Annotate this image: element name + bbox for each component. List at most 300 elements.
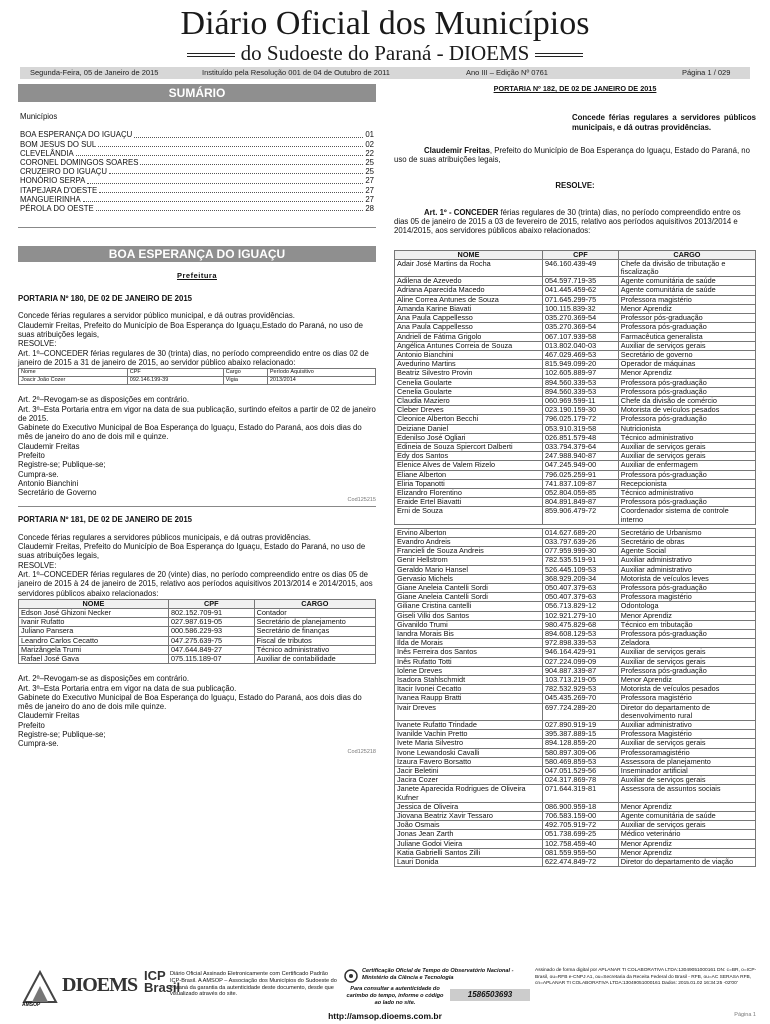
table-cell: Professora pós-graduação: [618, 498, 755, 507]
table-cell: 859.906.479-72: [543, 507, 619, 524]
table-cell: Assessora de assuntos sociais: [618, 785, 755, 802]
table-cell: Auxiliar administrativo: [618, 721, 755, 730]
p182-preamble-text: , Prefeito do Município de Boa Esperança do Iguaçu, Estado do Paraná, no uso de suas atribuições legais,: [394, 145, 750, 165]
table-cell: Professora pós-graduação: [618, 630, 755, 639]
summary-item: [20, 140, 374, 149]
table-cell: 804.891.849-87: [543, 498, 619, 507]
table-cell: Auxiliar administrativo: [618, 556, 755, 565]
table-cell: Diretor do departamento de desenvolvimento rural: [618, 703, 755, 720]
table-header-cell: CARGO: [254, 599, 375, 608]
summary-item-leader: [140, 158, 363, 165]
table-cell: Ervino Alberton: [395, 528, 543, 537]
p180-ementa: Concede férias regulares a servidor público municipal, e dá outras providências.: [18, 311, 295, 321]
divider: [18, 506, 376, 507]
table-cell: 102.921.279-10: [543, 611, 619, 620]
table-cell: 815.949.099-20: [543, 360, 619, 369]
table-cell: Menor Aprendiz: [618, 676, 755, 685]
table-row: [395, 858, 756, 867]
table-cell: Izaura Favero Borsatto: [395, 757, 543, 766]
table-cell: Agente Social: [618, 547, 755, 556]
table-cell: Motorista de veículos pesados: [618, 406, 755, 415]
table-cell: 980.475.829-68: [543, 620, 619, 629]
signature-line: Claudemir Freitas: [18, 441, 80, 451]
table-cell: Secretário de governo: [618, 350, 755, 359]
table-cell: Cleonice Alberton Becchi: [395, 415, 543, 424]
table-cell: Professora pós-graduação: [618, 415, 755, 424]
table-cell: 946.160.439-49: [543, 259, 619, 276]
table-cell: 054.597.719-35: [543, 277, 619, 286]
table-cell: 027.987.619-05: [168, 618, 254, 627]
table-cell: Inseminador artificial: [618, 767, 755, 776]
signature-line: Registre-se; Publique-se;: [18, 460, 106, 470]
table-cell: Edson José Ghizoni Necker: [19, 609, 169, 618]
table-cell: Jonas Jean Zarth: [395, 830, 543, 839]
table-cell: 026.851.579-48: [543, 433, 619, 442]
footer-page-label: Página 1: [734, 1012, 756, 1018]
table-cell: Adair José Martins da Rocha: [395, 259, 543, 276]
table-cell: Professora pós-graduação: [618, 387, 755, 396]
portaria-182-title: PORTARIA Nº 182, DE 02 DE JANEIRO DE 2015: [493, 84, 657, 93]
table-cell: Nutricionista: [618, 424, 755, 433]
table-cell: Recepcionista: [618, 479, 755, 488]
table-cell: Deiziane Daniel: [395, 424, 543, 433]
summary-item-leader: [87, 176, 363, 183]
table-cell: Giane Aneleia Cantelli Sordi: [395, 583, 543, 592]
table-cell: 904.887.339-87: [543, 666, 619, 675]
table-row: [395, 286, 756, 295]
table-row: [19, 655, 376, 664]
table-cell: 782.532.929-53: [543, 685, 619, 694]
right-column: [394, 84, 756, 867]
table-row: [395, 565, 756, 574]
summary-item-page: 27: [365, 176, 374, 186]
table-cell: João Osmais: [395, 821, 543, 830]
table-cell: 894.560.339-53: [543, 387, 619, 396]
table-cell: Andrieli de Fátima Grigolo: [395, 332, 543, 341]
table-cell: Professoramagistério: [618, 748, 755, 757]
table-cell: 023.190.159-30: [543, 406, 619, 415]
table-cell: Menor Aprendiz: [618, 611, 755, 620]
table-row: [19, 377, 376, 385]
summary-item-leader: [96, 204, 364, 211]
summary-item-page: 27: [365, 194, 374, 204]
table-cell: Ivanir Rufatto: [19, 618, 169, 627]
table-cell: Auxiliar de serviços gerais: [618, 452, 755, 461]
table-cell: Ivanea Raupp Bratti: [395, 694, 543, 703]
table-cell: 067.107.939-58: [543, 332, 619, 341]
table-cell: Auxiliar de serviços gerais: [618, 821, 755, 830]
table-cell: Katia Gabrielli Santos Zilli: [395, 848, 543, 857]
table-cell: Professora pós-graduação: [618, 666, 755, 675]
table-cell: Adriana Aparecida Macedo: [395, 286, 543, 295]
signature-line: Secretário de Governo: [18, 488, 97, 498]
p180-code: Cod125215: [347, 497, 376, 504]
p180-art2: Art. 2º–Revogam-se as disposições em contrário.: [18, 395, 189, 405]
summary-item-name: CRUZEIRO DO IGUAÇU: [20, 167, 108, 177]
summary-item-page: 27: [365, 185, 374, 195]
observatorio-logo-icon: [343, 968, 359, 984]
table-cell: Secretário de finanças: [254, 627, 375, 636]
p181-code: Cod125218: [347, 748, 376, 755]
table-cell: Giseli Vilki dos Santos: [395, 611, 543, 620]
table-cell: Edineia de Souza Spiercort Dalberti: [395, 442, 543, 451]
table-cell: 102.605.889-97: [543, 369, 619, 378]
summary-item: [20, 176, 374, 185]
table-cell: Auxiliar de serviços gerais: [618, 648, 755, 657]
table-row: [395, 785, 756, 802]
table-cell: Professora Magistério: [618, 730, 755, 739]
table-header-cell: Cargo: [223, 369, 267, 377]
table-cell: 706.583.159-00: [543, 812, 619, 821]
table-cell: Itacir Ivonei Cecatto: [395, 685, 543, 694]
table-row: [395, 748, 756, 757]
title-rule-right: [535, 53, 583, 57]
table-row: [395, 839, 756, 848]
table-cell: 092.146.199-39: [127, 377, 223, 385]
table-cell: Juliano Pansera: [19, 627, 169, 636]
p182-ementa: Concede férias regulares a servidores públicos municipais, e dá outras providências.: [572, 113, 756, 132]
page-number: Página 1 / 029: [682, 68, 731, 77]
table-cell: Cenelia Goularte: [395, 387, 543, 396]
table-cell: Ivair Dreves: [395, 703, 543, 720]
table-cell: Auxiliar de serviços gerais: [618, 442, 755, 451]
p181-art2: Art. 2º–Revogam-se as disposições em contrário.: [18, 674, 189, 684]
table-cell: Professora magistério: [618, 295, 755, 304]
table-cell: 047.245.949-00: [543, 461, 619, 470]
table-cell: Angélica Antunes Correia de Souza: [395, 341, 543, 350]
table-cell: 782.535.519-91: [543, 556, 619, 565]
table-cell: 526.445.109-53: [543, 565, 619, 574]
table-cell: Amanda Karine Biavati: [395, 304, 543, 313]
table-cell: Auxiliar de serviços gerais: [618, 341, 755, 350]
table-cell: Lauri Donida: [395, 858, 543, 867]
table-header-cell: Nome: [19, 369, 128, 377]
table-cell: Menor Aprendiz: [618, 839, 755, 848]
table-row: [19, 627, 376, 636]
site-url-link[interactable]: http://amsop.dioems.com.br: [328, 1011, 442, 1021]
table-cell: 050.407.379-63: [543, 593, 619, 602]
signature-line: Cumpra-se.: [18, 469, 59, 479]
edition-resolution: Instituído pela Resolução 001 de 04 de Outubro de 2011: [202, 68, 390, 77]
icp-brasil-logo: ICP Brasil: [144, 968, 181, 995]
table-cell: Evandro Andreis: [395, 537, 543, 546]
table-row: [395, 507, 756, 524]
p182-art1: [394, 208, 756, 236]
p180-art3: Art. 3º–Esta Portaria entra em vigor na data de sua publicação, surtindo efeitos a partir de 02 de janeiro de 2015.: [18, 404, 376, 423]
table-cell: Avedurino Martins: [395, 360, 543, 369]
summary-item-name: PÉROLA DO OESTE: [20, 203, 94, 213]
table-cell: Ilda de Morais: [395, 639, 543, 648]
signature-line: Prefeito: [18, 720, 45, 730]
table-cell: Cenelia Goularte: [395, 378, 543, 387]
table-cell: Giliane Cristina cantelli: [395, 602, 543, 611]
table-header-cell: CARGO: [618, 250, 755, 259]
p181-art1: Art. 1º–CONCEDER férias regulares de 20 (vinte) dias, no período compreendido entre os dias 05 de janeiro de 2015 à 24 de janeiro de 2015, relativo aos períodos aquisitivos 2013/2014 e 2014/2015, aos servidores públicos abaixo relacionados:: [18, 569, 373, 598]
table-cell: Giane Aneleia Cantelli Sordi: [395, 593, 543, 602]
dioems-logo: DIOEMS: [62, 974, 138, 996]
table-row: [395, 259, 756, 276]
table-cell: 622.474.849-72: [543, 858, 619, 867]
p182-table-2: [394, 528, 756, 868]
summary-item-page: 22: [365, 148, 374, 158]
municipality-title: BOA ESPERANÇA DO IGUAÇU: [18, 246, 376, 262]
p180-art1: Art. 1º–CONCEDER férias regulares de 30 (trinta) dias, no período compreendido entre os dias 02 de janeiro de 2015 a 31 de janeiro de 2015, ao servidor público abaixo relacionado:: [18, 348, 369, 367]
footer-disclaimer: Diário Oficial Assinado Eletronicamente com Certificado Padrão ICP-Brasil. A AMSOP – Associação dos Municípios do Sudoeste do Paraná da garantia da autenticidade deste documento, desde que visualizado através do site.: [170, 971, 337, 998]
edition-date: Segunda-Feira, 05 de Janeiro de 2015: [30, 68, 159, 77]
summary-item: [20, 167, 374, 176]
table-cell: Genir Hellstrom: [395, 556, 543, 565]
table-cell: Edy dos Santos: [395, 452, 543, 461]
table-cell: Edenilso José Ogliari: [395, 433, 543, 442]
table-cell: 697.724.289-20: [543, 703, 619, 720]
table-cell: Beatriz Silvestro Provin: [395, 369, 543, 378]
table-cell: Aline Correa Antunes de Souza: [395, 295, 543, 304]
table-cell: Gervasio Michels: [395, 574, 543, 583]
table-cell: Ana Paula Cappellesso: [395, 314, 543, 323]
summary-item-leader: [83, 195, 364, 202]
p182-resolve: RESOLVE:: [555, 181, 595, 191]
table-cell: Leandro Carlos Cecatto: [19, 636, 169, 645]
table-cell: Inês Ferreira dos Santos: [395, 648, 543, 657]
table-cell: 894.560.339-53: [543, 378, 619, 387]
table-cell: Agente comunitária de saúde: [618, 286, 755, 295]
table-cell: 946.164.429-91: [543, 648, 619, 657]
table-cell: Motorista de veículos pesados: [618, 685, 755, 694]
summary-item: [20, 130, 374, 139]
table-cell: 035.270.369-54: [543, 323, 619, 332]
summary-item-name: BOM JESUS DO SUL: [20, 139, 97, 149]
table-cell: Auxiliar de serviços gerais: [618, 739, 755, 748]
table-row: [395, 611, 756, 620]
table-cell: 047.644.849-27: [168, 645, 254, 654]
table-cell: Fiscal de tributos: [254, 636, 375, 645]
table-cell: Menor Aprendiz: [618, 848, 755, 857]
table-cell: Professor pós-graduação: [618, 314, 755, 323]
summary-item-name: BOA ESPERANÇA DO IGUAÇU: [20, 130, 133, 140]
table-row: [395, 602, 756, 611]
table-header-cell: NOME: [395, 250, 543, 259]
journal-subtitle: [0, 42, 770, 64]
prefeitura-label: Prefeitura: [176, 271, 217, 281]
p182-preamble: [394, 146, 756, 165]
p181-signatures: [18, 711, 376, 748]
summary-item-page: 02: [365, 139, 374, 149]
table-row: [395, 694, 756, 703]
table-cell: Jacir Beletini: [395, 767, 543, 776]
table-header-cell: NOME: [19, 599, 169, 608]
table-cell: 395.387.889-15: [543, 730, 619, 739]
table-cell: 033.794.379-64: [543, 442, 619, 451]
table-row: [395, 556, 756, 565]
table-cell: 000.586.229-93: [168, 627, 254, 636]
p180-signatures: [18, 442, 376, 498]
table-row: [395, 703, 756, 720]
p181-table: [18, 599, 376, 664]
table-row: [395, 295, 756, 304]
summary-item: [20, 195, 374, 204]
table-cell: Coordenador sistema de controle interno: [618, 507, 755, 524]
signature-line: Registre-se; Publique-se;: [18, 730, 106, 740]
table-cell: 047.275.639-75: [168, 636, 254, 645]
table-cell: Menor Aprendiz: [618, 369, 755, 378]
p181-closing: Gabinete do Executivo Municipal de Boa Esperança do Iguaçu, Estado do Paraná, aos dois dias do mês de janeiro do ano de dois mile quinze.: [18, 692, 362, 712]
portaria-180-title: PORTARIA Nº 180, DE 02 DE JANEIRO DE 2015: [18, 294, 193, 304]
summary-item-leader: [134, 130, 363, 137]
table-cell: Elenice Alves de Valem Rizelo: [395, 461, 543, 470]
table-cell: 086.900.959-18: [543, 802, 619, 811]
table-cell: Givanildo Trumi: [395, 620, 543, 629]
p181-art3: Art. 3º–Esta Portaria entra em vigor na data de sua publicação.: [18, 683, 237, 693]
table-cell: Antonio Bianchini: [395, 350, 543, 359]
table-cell: Agente comunitária de saúde: [618, 277, 755, 286]
table-cell: Adilena de Azevedo: [395, 277, 543, 286]
p182-mayor-name: Claudemir Freitas: [424, 145, 490, 155]
table-cell: Inês Rufatto Totti: [395, 657, 543, 666]
table-row: [19, 636, 376, 645]
summary-item-name: ITAPEJARA D'OESTE: [20, 185, 98, 195]
table-cell: Chefe da divisão de comércio: [618, 396, 755, 405]
table-cell: Professora magistério: [618, 694, 755, 703]
table-cell: 741.837.109-87: [543, 479, 619, 488]
table-cell: Ivone Lewandoski Cavalli: [395, 748, 543, 757]
p181-ementa: Concede férias regulares a servidores públicos municipais, e dá outras providências.: [18, 532, 311, 542]
table-cell: Jacira Cozer: [395, 776, 543, 785]
table-cell: Eliane Alberton: [395, 470, 543, 479]
portaria-181-title: PORTARIA Nº 181, DE 02 DE JANEIRO DE 2015: [18, 515, 193, 525]
table-cell: 972.898.339-53: [543, 639, 619, 648]
table-cell: Secretário de obras: [618, 537, 755, 546]
table-cell: 796.025.179-72: [543, 415, 619, 424]
edition-number: Ano III – Edição Nº 0761: [466, 68, 548, 77]
summary-item-name: MANGUEIRINHA: [20, 194, 81, 204]
p180-table: [18, 368, 376, 385]
table-cell: Erni de Souza: [395, 507, 543, 524]
table-cell: Menor Aprendiz: [618, 802, 755, 811]
summary-list: [20, 130, 374, 213]
table-row: [395, 415, 756, 424]
summary-item: [20, 158, 374, 167]
summary-item-leader: [76, 149, 364, 156]
table-cell: 056.713.829-12: [543, 602, 619, 611]
table-cell: Professora pós-graduação: [618, 378, 755, 387]
table-cell: 051.738.699-25: [543, 830, 619, 839]
table-header-row: [19, 369, 376, 377]
table-cell: Professora magistério: [618, 593, 755, 602]
signature-line: Prefeito: [18, 450, 45, 460]
table-cell: Auxiliar administrativo: [618, 565, 755, 574]
table-cell: Eliria Topanotti: [395, 479, 543, 488]
p180-preamble: Claudemir Freitas, Prefeito do Município de Boa Esperança do Iguaçu,Estado do Paraná, no uso de suas atribuições legais,: [18, 320, 364, 340]
table-cell: Agente comunitária de saúde: [618, 812, 755, 821]
table-cell: 077.959.999-30: [543, 547, 619, 556]
table-cell: Janete Aparecida Rodrigues de Oliveira Kufner: [395, 785, 543, 802]
table-cell: Vigia: [223, 377, 267, 385]
table-cell: Motorista de veículos leves: [618, 574, 755, 583]
table-row: [395, 461, 756, 470]
table-cell: Jessica de Oliveira: [395, 802, 543, 811]
table-cell: Operador de máquinas: [618, 360, 755, 369]
table-row: [395, 739, 756, 748]
table-cell: Farmacêutica generalista: [618, 332, 755, 341]
summary-item-page: 01: [365, 130, 374, 140]
summary-item-name: CORONEL DOMINGOS SOARES: [20, 157, 139, 167]
table-cell: 035.270.369-54: [543, 314, 619, 323]
table-cell: 2013/2014: [267, 377, 375, 385]
signature-line: Claudemir Freitas: [18, 711, 80, 721]
summary-item: [20, 149, 374, 158]
table-cell: 071.644.319-81: [543, 785, 619, 802]
table-header-row: [395, 250, 756, 259]
edition-info-bar: [20, 67, 750, 79]
summary-item-leader: [109, 167, 363, 174]
table-cell: 100.115.839-32: [543, 304, 619, 313]
summary-item-page: 28: [365, 203, 374, 213]
table-row: [395, 657, 756, 666]
table-cell: 467.029.469-53: [543, 350, 619, 359]
table-cell: 041.445.459-62: [543, 286, 619, 295]
table-cell: 060.969.599-11: [543, 396, 619, 405]
table-row: [395, 378, 756, 387]
table-cell: 081.559.959-50: [543, 848, 619, 857]
summary-item-leader: [99, 186, 363, 193]
table-cell: Auxiliar de serviços gerais: [618, 657, 755, 666]
table-cell: Diretor do departamento de viação: [618, 858, 755, 867]
p181-resolve: RESOLVE:: [18, 560, 57, 570]
signature-line: Antonio Bianchini: [18, 478, 79, 488]
table-cell: 027.890.919-19: [543, 721, 619, 730]
table-cell: 013.802.040-03: [543, 341, 619, 350]
table-cell: 368.929.209-34: [543, 574, 619, 583]
table-cell: 047.051.529-56: [543, 767, 619, 776]
table-cell: Secretário de Urbanismo: [618, 528, 755, 537]
table-cell: Chefe da divisão de tributação e fiscalização: [618, 259, 755, 276]
table-cell: 102.758.459-40: [543, 839, 619, 848]
amsop-label: AMSOP: [22, 1002, 41, 1008]
summary-item: [20, 186, 374, 195]
table-cell: Rafael José Gava: [19, 655, 169, 664]
table-cell: Ana Paula Cappellesso: [395, 323, 543, 332]
timestamp-instructions: Para consultar a autenticidade do carimbo do tempo, informe o código ao lado no site.: [346, 986, 444, 1006]
table-cell: 045.435.269-70: [543, 694, 619, 703]
table-cell: 894.608.129-53: [543, 630, 619, 639]
table-cell: 053.910.319-58: [543, 424, 619, 433]
table-cell: Geraldo Mario Hansel: [395, 565, 543, 574]
p182-art1-lead: Art. 1º - CONCEDER: [424, 207, 499, 217]
table-cell: Iandra Morais Bis: [395, 630, 543, 639]
table-cell: Técnico administrativo: [618, 488, 755, 497]
summary-item-name: CLEVELÂNDIA: [20, 148, 74, 158]
p181-preamble: Claudemir Freitas, Prefeito do Município de Boa Esperança do Iguaçu, Estado do Paraná, no uso de suas atribuições legais,: [18, 542, 366, 561]
table-cell: Técnico em tributação: [618, 620, 755, 629]
table-header-cell: CPF: [543, 250, 619, 259]
signature-line: Cumpra-se.: [18, 739, 59, 749]
left-column: [18, 84, 376, 755]
table-cell: Marizângela Trumi: [19, 645, 169, 654]
table-cell: Zeladora: [618, 639, 755, 648]
summary-item-name: HONÓRIO SERPA: [20, 176, 86, 186]
divider: [18, 227, 376, 228]
table-cell: Ivanete Rufatto Trindade: [395, 721, 543, 730]
summary-item-page: 25: [365, 167, 374, 177]
summary-title: SUMÁRIO: [18, 84, 376, 102]
timestamp-certification: Certificação Oficial de Tempo do Observatório Nacional - Ministério da Ciência e Tecnologia: [362, 968, 514, 981]
table-cell: Eraide Ertel Biavatti: [395, 498, 543, 507]
summary-item: [20, 204, 374, 213]
p182-art1-text: férias regulares de 30 (trinta) dias, no período compreendido entre os dias 05 de janeiro de 2015 a 03 de fevereiro de 2015, relativo aos períodos aquisitivos 2013/2014 e 2014/2015, aos servidores públicos abaixo relacionados:: [394, 207, 741, 236]
table-cell: Menor Aprendiz: [618, 304, 755, 313]
table-cell: 050.407.379-63: [543, 583, 619, 592]
table-cell: 052.804.059-85: [543, 488, 619, 497]
